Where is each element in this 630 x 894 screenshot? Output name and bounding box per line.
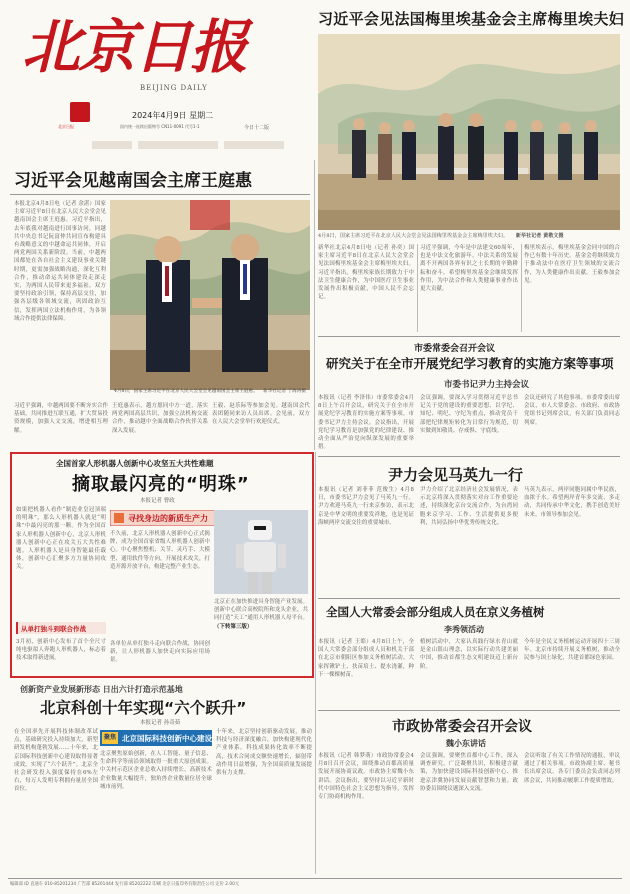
innovation-body-1: 在全国率先开展科技体制改革试点，基础研究投入持续加大，新型研发机构蓬勃发展……十年来，北京国际科技创新中心建设取得显著成效，实现了“六个跃升”。北京全社会研发投入强度保持在6%左右，每万人发明专利拥有量居全国首位。 (14, 729, 98, 793)
feature-body-3: 北京正在加快推进具身智能产业发展。创新中心联合高校院所和龙头企业，共同打造“天工”通用人形机器人母平台。 （下转第三版） (214, 599, 308, 630)
vietnam-lead-text: 本报北京4月8日电（记者 余湛）国家主席习近平8日在北京人民大会堂会见越南国会主席王庭惠。习近平指出，去年底我对越南进行国事访问，同越共中央总书记阮富仲共同宣布构建具有战略意义的中越命运共同体，开启两党两国关系新阶段。当前，中越两国都处在各自社会主义建设事业关键时期，更需加强战略沟通，深化互利合作，推动命运共同体建设走深走实，为两国人民带来更多福祉。双方要坚持政治引领，保持高层交往，加强各层级各领域交流，巩固政治互信，发挥两国立法机构作用，为各领域合作提供法律保障。 (14, 201, 106, 322)
feature-kicker: 全国首家人形机器人创新中心攻坚五大共性难题 (56, 459, 214, 468)
focus-banner (100, 730, 212, 746)
feature-headline: 摘取最闪亮的“明珠” (72, 474, 250, 495)
feature-banner (110, 510, 220, 526)
cppcc-body-3: 会议听取了有关工作情况的通报，审议通过了相关事项。市政协副主席、秘书长出席会议。各专门委员会负责同志列席会议，共同推动履职工作提质增效。 (524, 753, 620, 784)
feature-body-2: 不久前，北京人形机器人创新中心正式揭牌，成为全国首家省级人形机器人创新中心。中心聚焦整机、关节、灵巧手、大模型、通用软件等方向，开展技术攻关，打造开源开放平台，构建完整产业生态。 (110, 531, 210, 570)
caption-top-text: 4月8日，国家主席习近平在北京人民大会堂会见法国梅里埃基金会主席梅里埃夫妇。 (318, 233, 509, 239)
caption-main-text: 4月8日，国家主席习近平在北京人民大会堂会见越南国会主席王庭惠。 (114, 389, 258, 394)
vietnam-body-2: 王庭惠表示，越方愿同中方一道，落实两党两国高层共识，加强立法机构交流合作，推动越中全面战略合作伙伴关系深入发展。 (112, 403, 208, 434)
yin-headline: 尹力会见马英九一行 (388, 466, 524, 484)
seal-label: 北京日报 (58, 124, 74, 129)
discipline-body-3: 会议还研究了其他事项。市委常委出席会议，市人大常委会、市政府、市政协党组书记列席会议，有关部门负责同志列席。 (524, 395, 620, 426)
innovation-body-2: 北京聚焦原始创新，在人工智能、量子信息、生命科学等前沿领域取得一批重大原创成果。中关村示范区企业总收入持续增长，高新技术企业数量大幅提升，独角兽企业数量位居全球城市前列。 (100, 751, 212, 790)
vietnam-body-3: 王毅、赵乐际等参加会见。越南国会代表团随同来访人员出席。会见前，双方在人民大会堂举行欢迎仪式。 (212, 403, 310, 426)
photo-vietnam-svg (110, 200, 310, 390)
feature-body-1: 如果把机器人看作“制造业皇冠顶端的明珠”，那么人形机器人就是“明珠”中最闪亮的那一颗。作为全国首家人形机器人创新中心，北京人形机器人创新中心正在攻关五大共性难题。人形机器人是具身智能最佳载体，创新中心汇聚多方力量协同攻关。 (16, 507, 106, 571)
npc-body-2: 植树活动中，大家认真践行绿水青山就是金山银山理念，以实际行动共建美丽中国，推动首都生态文明建设迈上新台阶。 (420, 639, 518, 670)
cppcc-sub: 魏小东讲话 (446, 738, 486, 748)
vietnam-headline: 习近平会见越南国会主席王庭惠 (14, 171, 252, 191)
masthead-decor-svg (92, 139, 312, 153)
feature-subhead (16, 622, 106, 634)
rule-cppcc (318, 710, 620, 711)
photo-caption-top (318, 232, 620, 242)
merieux-body-2: 习近平强调，今年是中法建交60周年，也是中法文化旅游年。中法关系的发展离不开两国各界有识之士长期的辛勤耕耘和奋斗。希望梅里埃基金会继续发挥作用，为中法合作和人类健康事业作出更大贡献。 (420, 245, 518, 293)
vr-lower (315, 452, 316, 874)
innovation-byline: 本报记者 孙奇茹 (140, 720, 181, 726)
cppcc-body-1: 本报讯（记者 韩梦萌）市政协常委会4月8日召开会议，围绕推动首都高质量发展开展协商议政。市政协主席魏小东讲话。会议指出，要坚持以习近平新时代中国特色社会主义思想为指导，发挥专门协商机构作用。 (318, 753, 414, 801)
photo-robot (214, 510, 308, 594)
discipline-sub: 市委书记尹力主持会议 (444, 380, 530, 390)
yin-body-3: 马英九表示，两岸同胞同属中华民族，血浓于水。希望两岸青年多交流、多走动，共同传承中华文化，携手创造美好未来。市领导参加会见。 (524, 487, 620, 518)
npc-body-3: 今年是全民义务植树运动开展四十三周年。北京市持续开展义务植树，推动全民参与国土绿化，共建首都绿色家园。 (524, 639, 620, 662)
merieux-body-3: 梅里埃表示，梅里埃基金会同中国的合作已有数十年历史。基金会将继续致力于推动法中在医疗卫生领域的交流合作，为人类健康作出贡献。王毅参加会见。 (524, 245, 620, 284)
feature-banner-text: 寻找身边的新质生产力 (128, 514, 208, 523)
npc-sub: 李秀领活动 (444, 624, 484, 634)
discipline-body-1: 本报讯（记者 李泽伟）市委常委会4月8日上午召开会议，研究关于在全市开展党纪学习教育的实施方案等事项。市委书记尹力主持会议。会议指出，开展党纪学习教育是加强党的纪律建设、推动全面从严治党向纵深发展的重要举措。 (318, 395, 414, 451)
reg-line: 国内统一连续出版物号 CN11-0091 代号1-1 (120, 124, 200, 129)
rule-yin (318, 456, 620, 457)
feature-more: （下转第三版） (214, 623, 253, 630)
meeting-sub: 市委常委会召开会议 (414, 344, 496, 354)
top-headline: 习近平会见法国梅里埃基金会主席梅里埃夫妇 (318, 10, 625, 28)
masthead-decor (92, 138, 312, 152)
feature-byline: 本报记者 曹政 (140, 498, 175, 504)
rule-vietnam (10, 194, 310, 195)
feature-body-4: 3月初，创新中心发布了首个全尺寸纯电驱拟人奔跑人形机器人，标志着技术取得新进展。 (16, 639, 106, 662)
photo-caption-main (114, 388, 310, 398)
issue-line: 今日十二版 (244, 125, 270, 131)
cppcc-body-2: 会议强调，要聚焦首都中心工作，深入调查研究，广泛凝聚共识，积极建言献策，为加快建设国际科技创新中心、推进京津冀协同发展贡献智慧和力量。政协委员围绕议题深入交流。 (420, 753, 518, 792)
yin-body-2: 尹力介绍了北京经济社会发展情况，表示北京将深入贯彻落实对台工作重要论述，持续深化京台交流合作，为台湾同胞来京学习、工作、生活提供更多便利，共同弘扬中华优秀传统文化。 (420, 487, 518, 526)
feature-body-5: 各单位从单打独斗走向联合作战，协同创新，让人形机器人加快走向实际应用场景。 (110, 641, 210, 664)
caption-top-credit: 新华社记者 黄敬文摄 (515, 233, 564, 239)
innovation-kicker: 创新资产业发展新形态 日出六计打造示范基地 (20, 684, 183, 694)
footer-line: 编辑部 ID 直通车 010-85201234 广告部 85201444 发行部 85202222 印刷 北京日报印务有限责任公司 定价 2.00元 (10, 882, 240, 887)
vietnam-body-1: 习近平强调，中越两国要不断夯实合作基础，共同推进互联互通，扩大贸易投资规模，加强人文交流，增进相互理解。 (14, 403, 108, 434)
vr-r1 (417, 244, 418, 332)
merieux-body-1: 新华社北京4月8日电（记者 孙奕）国家主席习近平8日在北京人民大会堂会见法国梅里埃基金会主席梅里埃夫妇。习近平指出，梅里埃家族长期致力于中法卫生健康合作，为中国医疗卫生事业发展作出积极贡献，中国人民不会忘记。 (318, 245, 414, 301)
npc-headline: 全国人大常委会部分组成人员在京义务植树 (326, 605, 545, 619)
photo-vietnam (110, 200, 310, 390)
masthead-subtitle: BEIJING DAILY (140, 84, 208, 92)
masthead-title: 北京日报 (22, 13, 247, 81)
focus-badge: 聚焦 (102, 732, 118, 744)
caption-main-credit: 新华社记者 丁海涛摄 (263, 389, 306, 394)
masthead (8, 6, 308, 160)
rule-npc (318, 598, 620, 599)
innovation-body-3: 十年来，北京坚持创新驱动发展，推动科技与经济深度融合，加快构建现代化产业体系。科技成果转化效率不断提高，技术合同成交额快速增长，辐射带动作用日益增强，为全国高质量发展提供有力支撑。 (216, 729, 312, 777)
vr-main (314, 160, 315, 450)
yin-body-1: 本报讯（记者 刘菲菲 范俊生）4月8日，市委书记尹力会见了马英九一行。尹力欢迎马英九一行来京参访，表示北京是中华文明的重要发祥地，也是见证海峡两岸交流交往的重要城市。 (318, 487, 414, 526)
discipline-headline: 研究关于在全市开展党纪学习教育的实施方案等事项 (326, 356, 614, 371)
innovation-headline: 北京科创十年实现“六个跃升” (40, 699, 247, 717)
npc-body-1: 本报讯（记者 王皓）4月8日上午，全国人大常委会部分组成人员和机关干部在北京市朝阳区参加义务植树活动。大家挥锹铲土、扶苗培土、提水浇灌，种下一棵棵树苗。 (318, 639, 414, 678)
rule-footer (8, 878, 622, 879)
focus-headline: 北京国际科技创新中心建设 (122, 734, 212, 743)
photo-merieux-svg (318, 34, 620, 230)
red-seal (70, 102, 90, 122)
rule-discipline (318, 336, 620, 337)
cppcc-headline: 市政协常委会召开会议 (392, 719, 532, 735)
discipline-body-2: 会议强调，要深入学习贯彻习近平总书记关于党的建设的重要思想，以学纪、知纪、明纪、守纪为重点，推动党员干部把纪律规矩转化为日常行为规范，切实做到知敬畏、存戒惧、守底线。 (420, 395, 518, 434)
photo-robot-svg (214, 510, 308, 594)
feature-subhead-text: 从单打独斗到联合作战 (21, 625, 86, 633)
vr-r2 (521, 244, 522, 332)
photo-merieux (318, 34, 620, 230)
date-line: 2024年4月9日 星期二 (132, 111, 214, 120)
